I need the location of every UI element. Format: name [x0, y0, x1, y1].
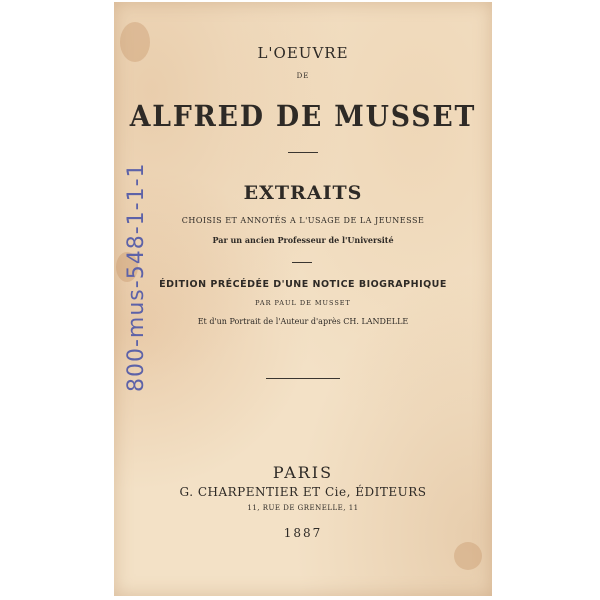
- extraits-title: EXTRAITS: [243, 182, 363, 204]
- edition-line: ÉDITION PRÉCÉDÉE D'UNE NOTICE BIOGRAPHIQUE: [159, 279, 447, 290]
- subtitle: CHOISIS ET ANNOTÉS A L'USAGE DE LA JEUNESSE: [181, 216, 425, 225]
- short-rule: [288, 152, 318, 153]
- handwritten-call-number: 800-mus-548-1-1-1: [124, 162, 149, 392]
- par-line: PAR PAUL DE MUSSET: [255, 299, 351, 307]
- city: PARIS: [272, 463, 334, 482]
- portrait-line: Et d'un Portrait de l'Auteur d'après CH. LANDELLE: [197, 317, 409, 326]
- heading-oeuvre: L'OEUVRE: [257, 44, 349, 62]
- publisher: G. CHARPENTIER ET Cie, ÉDITEURS: [179, 485, 427, 499]
- foxing-stain: [454, 542, 482, 570]
- by-line: Par un ancien Professeur de l'Université: [212, 235, 394, 245]
- year: 1887: [283, 526, 323, 540]
- address: 11, RUE DE GRENELLE, 11: [247, 504, 359, 512]
- rule: [266, 378, 340, 379]
- heading-de: DE: [296, 72, 310, 80]
- title-page: [114, 2, 492, 596]
- short-rule: [292, 262, 312, 263]
- author-name: ALFRED DE MUSSET: [129, 99, 477, 133]
